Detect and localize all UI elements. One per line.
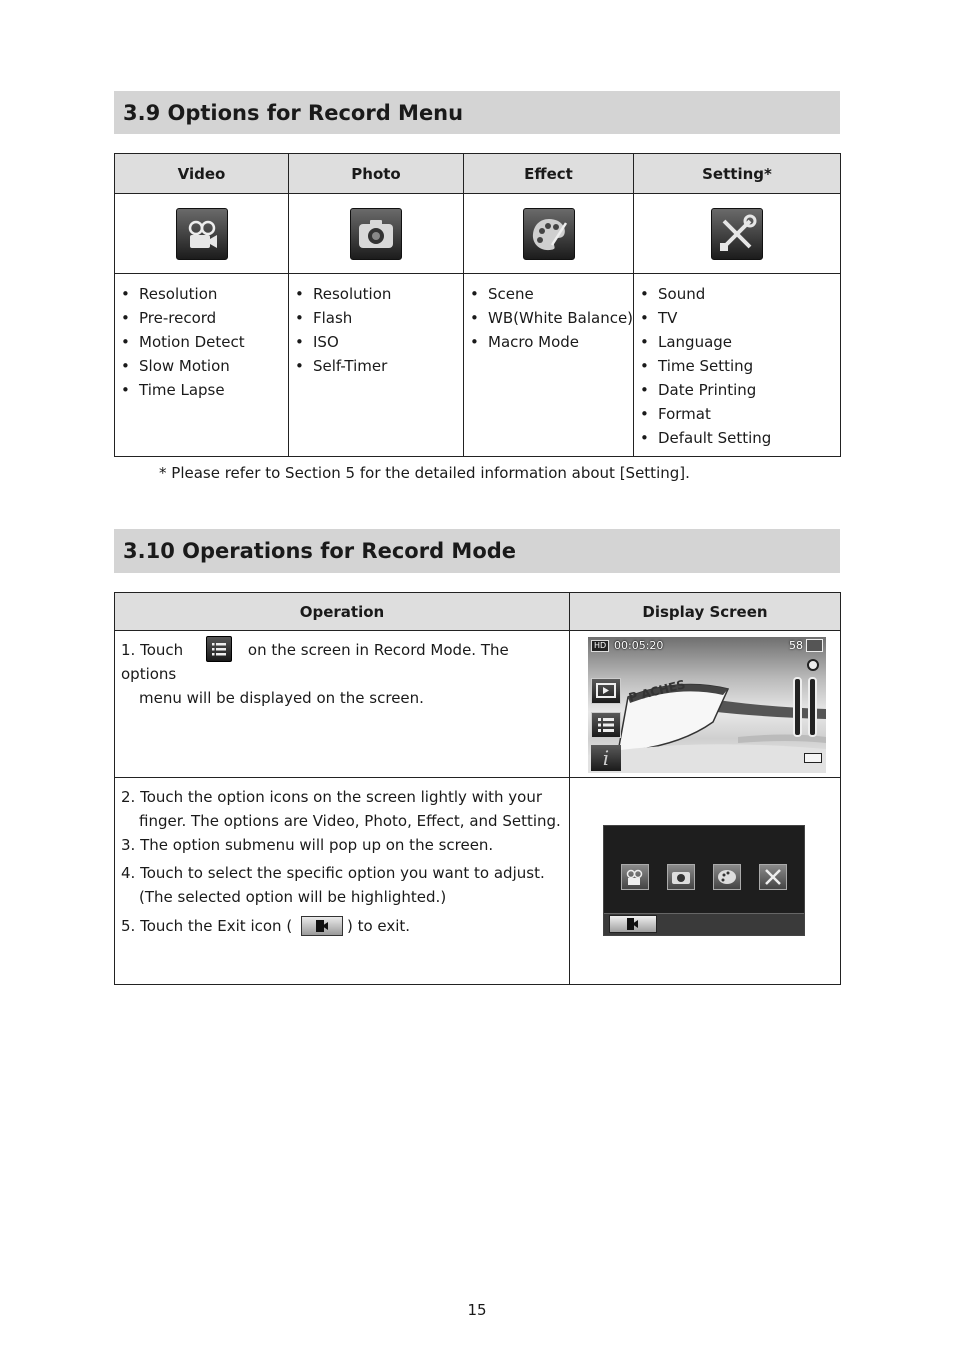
menu-setting-option[interactable] [759, 864, 787, 890]
setting-options-cell [634, 274, 841, 457]
palette-icon [523, 208, 575, 260]
header-effect: Effect [464, 154, 634, 194]
list-item: • Macro Mode [470, 330, 633, 354]
setting-icon-cell [634, 194, 841, 274]
step2-text-a: 2. Touch the option icons on the screen lightly with your [121, 788, 543, 806]
list-item: • Language [640, 330, 840, 354]
list-item: • Time Setting [640, 354, 840, 378]
effect-options-cell [464, 274, 634, 457]
header-setting: Setting* [634, 154, 841, 194]
options-menu-screenshot [603, 825, 805, 936]
effect-icon-cell [464, 194, 634, 274]
section-title-operations [114, 529, 840, 573]
step5-text-a: 5. Touch the Exit icon ( [121, 917, 293, 935]
photo-options-list [289, 274, 463, 378]
scene-icon [806, 639, 823, 652]
list-item: • Flash [295, 306, 463, 330]
list-item: • Time Lapse [121, 378, 288, 402]
display-screen-1 [570, 631, 841, 778]
step1-text-b: on the screen in Record Mode. The options [121, 641, 509, 683]
section-title-text: 3.10 Operations for Record Mode [123, 539, 517, 563]
list-item: • Default Setting [640, 426, 840, 450]
step5-text-b: ) to exit. [346, 917, 411, 935]
options-list-icon [206, 636, 232, 662]
operation-step-1 [115, 631, 570, 778]
header-operation: Operation [115, 593, 570, 631]
header-video: Video [115, 154, 289, 194]
effect-options-list [464, 274, 633, 354]
list-item: • Self-Timer [295, 354, 463, 378]
list-item: • ISO [295, 330, 463, 354]
boat-name-text: P ACHES [627, 677, 687, 705]
step4-text-b: (The selected option will be highlighted.) [139, 888, 447, 906]
zoom-icon [807, 659, 819, 671]
list-item: • Scene [470, 282, 633, 306]
video-options-list [115, 274, 288, 402]
playback-button[interactable] [591, 678, 621, 704]
step1-text-a: 1. Touch [121, 641, 184, 659]
operation-steps-2-5 [115, 778, 570, 985]
list-item: • Resolution [121, 282, 288, 306]
step4-text-a: 4. Touch to select the specific option you want to adjust. [121, 864, 545, 882]
photo-icon-cell [289, 194, 464, 274]
display-screen-2 [570, 778, 841, 985]
video-options-cell [115, 274, 289, 457]
header-display-screen: Display Screen [570, 593, 841, 631]
section-title-options [114, 91, 840, 134]
menu-video-option[interactable] [621, 864, 649, 890]
section-title-text: 3.9 Options for Record Menu [123, 100, 464, 125]
setting-options-list [634, 274, 840, 450]
shot-count: 58 [789, 639, 803, 652]
step2-text-b: finger. The options are Video, Photo, Effect, and Setting. [139, 812, 561, 830]
setting-note: * Please refer to Section 5 for the detailed information about [Setting]. [159, 464, 690, 482]
list-item: • Motion Detect [121, 330, 288, 354]
options-menu-button[interactable] [591, 712, 621, 738]
record-mode-screenshot [588, 637, 826, 773]
exit-icon [301, 916, 343, 936]
menu-photo-option[interactable] [667, 864, 695, 890]
list-item: • TV [640, 306, 840, 330]
video-icon-cell [115, 194, 289, 274]
zoom-slider[interactable] [808, 677, 817, 737]
list-item: • Date Printing [640, 378, 840, 402]
record-timer: 00:05:20 [614, 639, 664, 652]
list-item: • Sound [640, 282, 840, 306]
menu-effect-option[interactable] [713, 864, 741, 890]
operations-table [114, 592, 841, 985]
list-item: • Resolution [295, 282, 463, 306]
list-item: • Format [640, 402, 840, 426]
list-item: • Slow Motion [121, 354, 288, 378]
step1-text-c: menu will be displayed on the screen. [139, 689, 424, 707]
exposure-slider[interactable] [793, 677, 802, 737]
camera-icon [350, 208, 402, 260]
battery-icon [804, 753, 822, 763]
menu-exit-button[interactable] [609, 915, 657, 933]
hd-badge: HD [591, 640, 609, 652]
list-item: • WB(White Balance) [470, 306, 633, 330]
page-number: 15 [467, 1301, 487, 1319]
header-photo: Photo [289, 154, 464, 194]
video-camera-icon [176, 208, 228, 260]
tools-icon [711, 208, 763, 260]
list-item: • Pre-record [121, 306, 288, 330]
options-table [114, 153, 841, 457]
photo-options-cell [289, 274, 464, 457]
info-button[interactable]: i [591, 745, 621, 771]
step3-text: 3. The option submenu will pop up on the screen. [121, 836, 494, 854]
